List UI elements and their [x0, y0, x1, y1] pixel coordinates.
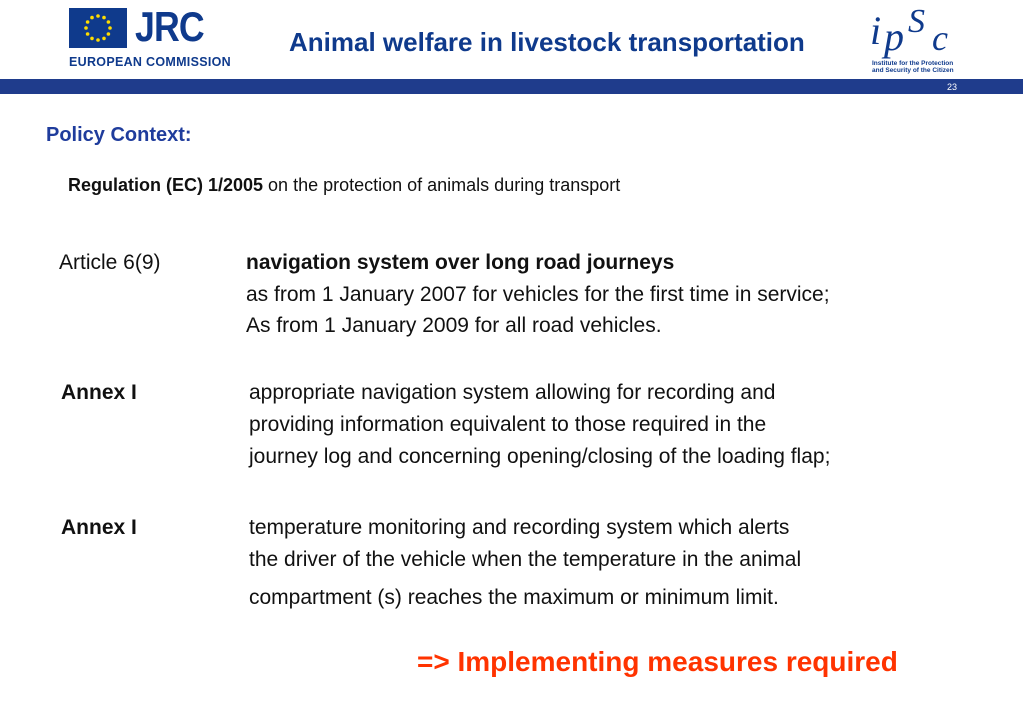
svg-text:p: p — [884, 14, 904, 59]
svg-text:S: S — [908, 3, 925, 40]
eu-flag-logo — [69, 8, 127, 48]
item-line: journey log and concerning opening/closing of the loading flap; — [249, 445, 831, 468]
item-line: compartment (s) reaches the maximum or minimum limit. — [249, 586, 779, 609]
item-line: navigation system over long road journeys — [246, 251, 675, 274]
item-line: as from 1 January 2007 for vehicles for the first time in service; — [246, 283, 830, 306]
conclusion-text: => Implementing measures required — [417, 646, 898, 677]
page-title: Animal welfare in livestock transportation — [289, 27, 805, 57]
header-divider-bar — [0, 79, 1023, 94]
item-line: As from 1 January 2009 for all road vehicles. — [246, 314, 662, 337]
item-label-article: Article 6(9) — [59, 251, 161, 274]
item-line: appropriate navigation system allowing for recording and — [249, 381, 776, 404]
svg-text:i: i — [870, 8, 882, 53]
item-line: providing information equivalent to those required in the — [249, 413, 767, 436]
regulation-title: Regulation (EC) 1/2005 — [68, 175, 264, 195]
ipsc-tagline-line: and Security of the Citizen — [872, 67, 954, 74]
section-heading: Policy Context: — [46, 124, 192, 146]
item-line: the driver of the vehicle when the temperature in the animal — [249, 548, 802, 571]
item-line: temperature monitoring and recording system which alerts — [249, 516, 790, 539]
jrc-logo: JRC — [135, 3, 204, 50]
ipsc-tagline-line: Institute for the Protection — [872, 60, 954, 67]
item-label-annex: Annex I — [61, 381, 137, 404]
regulation-line — [68, 175, 620, 196]
ipsc-tagline — [872, 60, 954, 74]
page-number: 23 — [946, 82, 957, 92]
regulation-description: on the protection of animals during transport — [263, 175, 621, 195]
commission-label: EUROPEAN COMMISSION — [69, 55, 231, 69]
svg-text:c: c — [932, 18, 948, 58]
item-label-annex: Annex I — [61, 516, 137, 539]
